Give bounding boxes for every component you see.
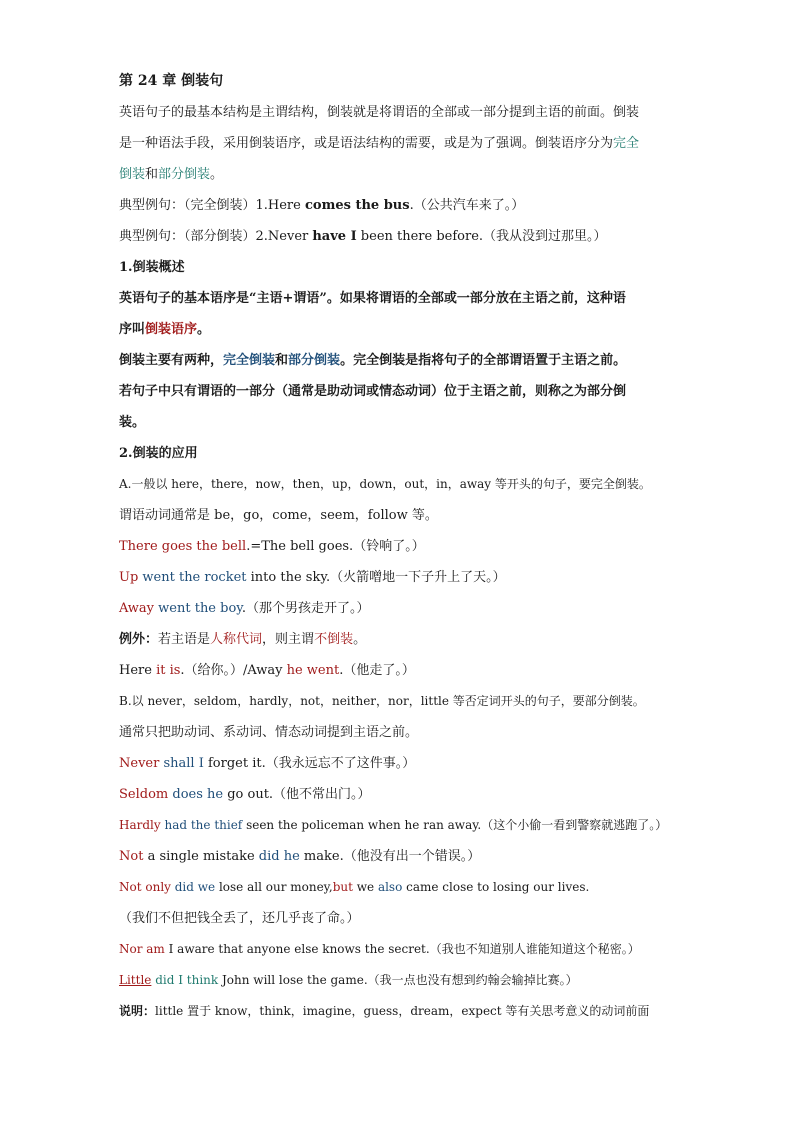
intro-line-3: 倒装和部分倒装。	[119, 167, 224, 182]
rule-b-line-1: B.以 never，seldom，hardly，not，neither，nor，little 等否定词开头的句子，要部分倒装。	[119, 694, 645, 708]
intro-line-1: 英语句子的最基本结构是主谓结构，倒装就是将谓语的全部或一部分提到主语的前面。倒装	[119, 105, 640, 120]
example-sentence-1: 典型例句：（完全倒装）1.Here comes the bus.（公共汽车来了。）	[119, 198, 525, 213]
overview-line-4: 若句子中只有谓语的一部分（通常是助动词或情态动词）位于主语之前，则称之为部分倒	[119, 384, 627, 399]
overview-line-2: 序叫倒装语序。	[119, 322, 211, 337]
section-1-heading: 1.倒装概述	[119, 260, 185, 275]
example-a1: There goes the bell.=The bell goes.（铃响了。）	[119, 539, 425, 554]
example-b5-translation: （我们不但把钱全丢了，还几乎丧了命。）	[119, 911, 360, 926]
example-a3: Away went the boy.（那个男孩走开了。）	[119, 601, 370, 616]
rule-a-line-1: A.一般以 here，there，now，then，up，down，out，in，away 等开头的句子，要完全倒装。	[119, 477, 651, 491]
rule-a-line-2: 谓语动词通常是 be，go，come，seem，follow 等。	[119, 508, 438, 523]
example-b6: Nor am I aware that anyone else knows the secret.（我也不知道别人谁能知道这个秘密。）	[119, 942, 640, 956]
overview-line-5: 装。	[119, 415, 146, 430]
example-a4: Here it is.（给你。）/Away he went.（他走了。）	[119, 663, 415, 678]
rule-b-line-2: 通常只把助动词、系动词、情态动词提到主语之前。	[119, 725, 419, 740]
example-a2: Up went the rocket into the sky.（火箭噌地一下子升上了天。）	[119, 570, 506, 585]
chapter-title: 第 24 章 倒装句	[119, 73, 224, 89]
intro-line-2: 是一种语法手段，采用倒装语序，或是语法结构的需要，或是为了强调。倒装语序分为完全	[119, 136, 640, 151]
overview-line-3: 倒装主要有两种，完全倒装和部分倒装。完全倒装是指将句子的全部谓语置于主语之前。	[119, 353, 627, 368]
overview-line-1: 英语句子的基本语序是“主语+谓语”。如果将谓语的全部或一部分放在主语之前，这种语	[119, 291, 626, 306]
example-b7: Little did I think John will lose the game.（我一点也没有想到约翰会输掉比赛。）	[119, 973, 578, 987]
exception-note: 例外：若主语是人称代词，则主谓不倒装。	[119, 632, 367, 647]
example-sentence-2: 典型例句：（部分倒装）2.Never have I been there before.（我从没到过那里。）	[119, 229, 607, 244]
example-b2: Seldom does he go out.（他不常出门。）	[119, 787, 371, 802]
example-b5: Not only did we lose all our money,but we also came close to losing our lives.	[119, 880, 590, 894]
explanation-note: 说明：little 置于 know，think，imagine，guess，dream，expect 等有关思考意义的动词前面	[119, 1004, 650, 1018]
example-b1: Never shall I forget it.（我永远忘不了这件事。）	[119, 756, 416, 771]
example-b3: Hardly had the thief seen the policeman when he ran away.（这个小偷一看到警察就逃跑了。）	[119, 818, 668, 832]
document-body	[119, 66, 689, 1027]
section-2-heading: 2.倒装的应用	[119, 446, 198, 461]
example-b4: Not a single mistake did he make.（他没有出一个错误。）	[119, 849, 481, 864]
